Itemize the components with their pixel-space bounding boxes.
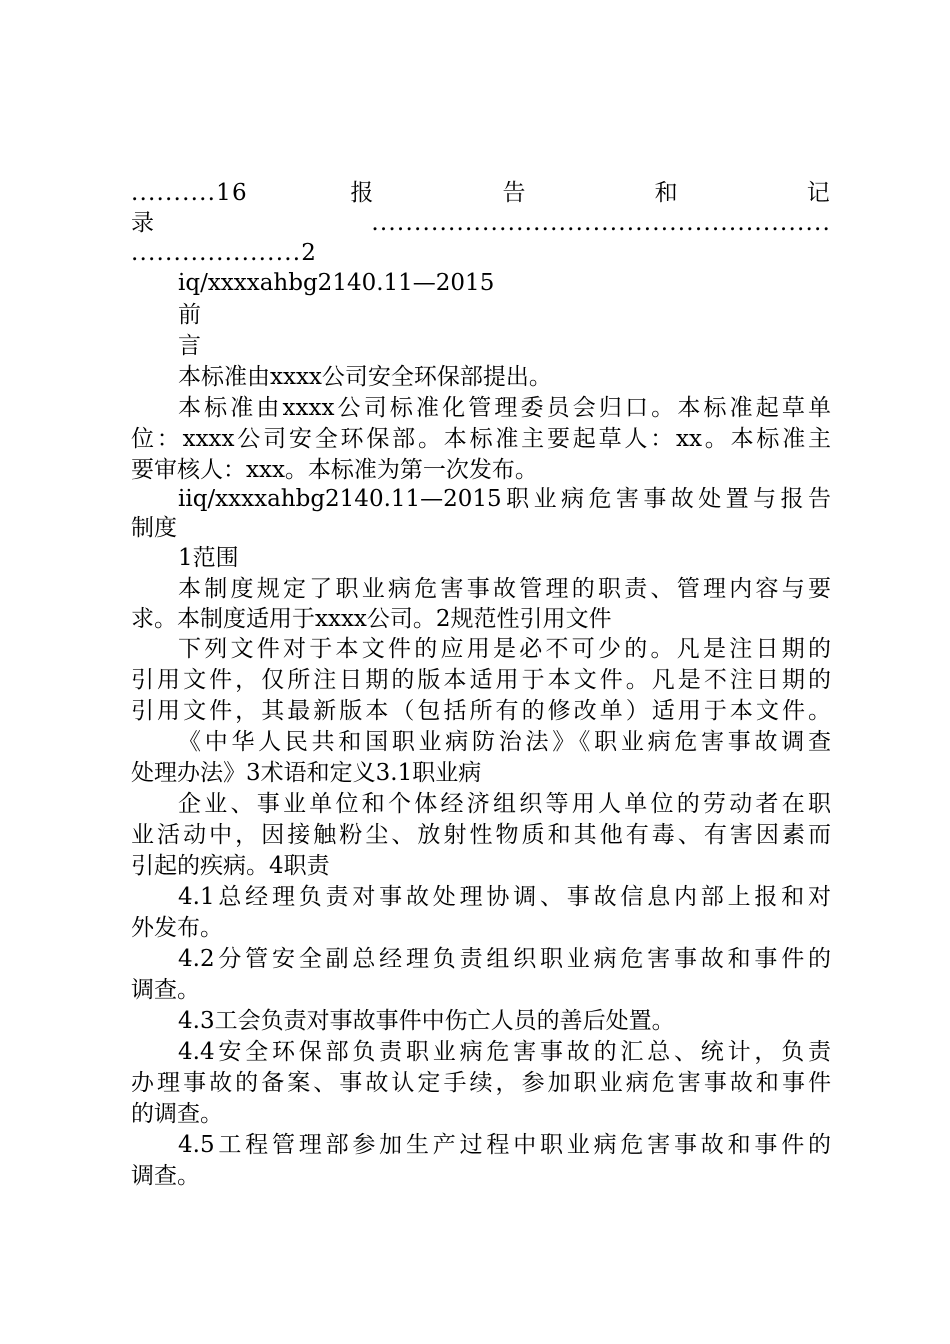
paragraph-line: 4.5工程管理部参加生产过程中职业病危害事故和事件的 — [178, 1132, 831, 1158]
foreword-heading: 前 — [178, 302, 201, 328]
paragraph-line: 本标准由xxxx公司标准化管理委员会归口。本标准起草单 — [178, 395, 831, 421]
standard-title: 制度 — [131, 515, 177, 541]
paragraph-line: 4.3工会负责对事故事件中伤亡人员的善后处置。 — [178, 1008, 675, 1034]
paragraph-line: 处理办法》3术语和定义3.1职业病 — [131, 760, 482, 786]
paragraph-line: 4.1总经理负责对事故处理协调、事故信息内部上报和对 — [178, 884, 831, 910]
standard-title: iiq/xxxxahbg2140.11—2015职业病危害事故处置与报告 — [178, 486, 831, 512]
paragraph-line: 引起的疾病。4职责 — [131, 853, 330, 879]
paragraph-line: 办理事故的备案、事故认定手续，参加职业病危害事故和事件 — [131, 1070, 831, 1096]
paragraph-line: 4.2分管安全副总经理负责组织职业病危害事故和事件的 — [178, 946, 831, 972]
toc-line: 录...................................................... — [131, 210, 831, 236]
toc-line: ..........16 报 告 和 记 — [131, 180, 831, 206]
document-code: iq/xxxxahbg2140.11—2015 — [178, 270, 495, 296]
paragraph-line: 企业、事业单位和个体经济组织等用人单位的劳动者在职 — [178, 791, 831, 817]
paragraph-line: 本标准由xxxx公司安全环保部提出。 — [178, 364, 552, 390]
paragraph-line: 的调查。 — [131, 1101, 223, 1127]
paragraph-line: 下列文件对于本文件的应用是必不可少的。凡是注日期的 — [178, 636, 831, 662]
paragraph-line: 4.4安全环保部负责职业病危害事故的汇总、统计，负责 — [178, 1039, 831, 1065]
paragraph-line: 《中华人民共和国职业病防治法》《职业病危害事故调查 — [178, 729, 831, 755]
section-heading: 1范围 — [178, 545, 239, 571]
paragraph-line: 调查。 — [131, 1163, 200, 1189]
paragraph-line: 要审核人：xxx。本标准为第一次发布。 — [131, 457, 538, 483]
foreword-heading: 言 — [178, 333, 201, 359]
paragraph-line: 业活动中，因接触粉尘、放射性物质和其他有毒、有害因素而 — [131, 822, 831, 848]
paragraph-line: 调查。 — [131, 977, 200, 1003]
toc-line: ....................2 — [131, 240, 318, 266]
paragraph-line: 引用文件，仅所注日期的版本适用于本文件。凡是不注日期的 — [131, 667, 831, 693]
paragraph-line: 位：xxxx公司安全环保部。本标准主要起草人：xx。本标准主 — [131, 426, 831, 452]
paragraph-line: 本制度规定了职业病危害事故管理的职责、管理内容与要 — [178, 576, 831, 602]
paragraph-line: 外发布。 — [131, 915, 223, 941]
paragraph-line: 求。本制度适用于xxxx公司。2规范性引用文件 — [131, 606, 612, 632]
paragraph-line: 引用文件，其最新版本（包括所有的修改单）适用于本文件。 — [131, 698, 831, 724]
